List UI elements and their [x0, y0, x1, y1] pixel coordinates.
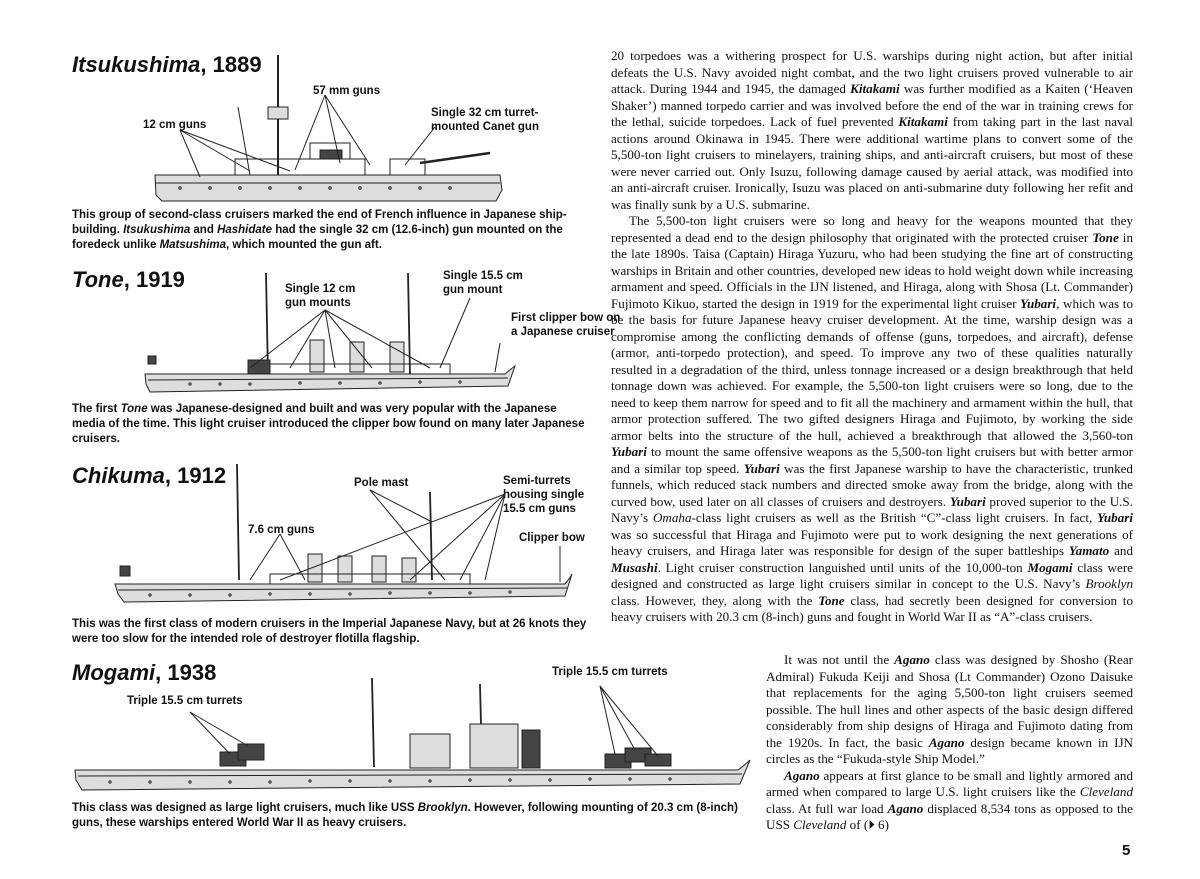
body-column-continued: [766, 652, 1133, 834]
label-57mm-guns: 57 mm guns: [313, 85, 381, 97]
body-paragraph: 20 torpedoes was a withering prospect for U.S. warships during night action, but after initial defeats the U.S. Navy avoided night combat, and the two light cruisers proved vulnerable to air attack. During 1944 and 1945, the damaged Kitakami was further modified as a Kaiten (‘Heaven Shaker’) manned torpedo carrier and was involved before the end of the war in training crews for the lethal, suicide torpedoes. Lack of fuel prevented Kitakami from taking part in the last naval actions around Okinawa in 1945. There were additional wartime plans to convert some of the 5,500-ton light cruisers to minelayers, training ships, and anti-aircraft cruisers, but most of these were never carried out. Only Isuzu, following damage caused by aerial attack, was modified into an anti-aircraft cruiser. Ironically, Isuzu was placed on anti-submarine duty following her refit and was finally sunk by a U.S. submarine.: [611, 48, 1133, 212]
ship-title-tone: Tone, 1919: [72, 267, 185, 292]
body-paragraph: Agano appears at first glance to be small and lightly armored and armed when compared to large U.S. light cruisers like the Cleveland class. At full war load Agano displaced 8,534 tons as opposed to the USS Cleveland of (⏵ 6): [766, 767, 1133, 832]
label-12cm-guns: 12 cm guns: [143, 119, 207, 131]
label-clipper-1: First clipper bow on: [511, 312, 621, 324]
label-single-12cm-1: Single 12 cm: [285, 283, 356, 295]
label-pole-mast: Pole mast: [354, 477, 409, 489]
label-semi-turrets-1: Semi-turrets: [503, 475, 571, 487]
caption-chikuma: This was the first class of modern cruisers in the Imperial Japanese Navy, but at 26 knots they were too slow for the intended role of destroyer flotilla flagship.: [72, 618, 587, 645]
label-76mm-guns: 7.6 cm guns: [248, 524, 315, 536]
tone-drawing: [140, 268, 520, 400]
itsukushima-drawing: [140, 55, 540, 205]
label-15cm-1: Single 15.5 cm: [443, 270, 523, 282]
label-clipper-bow: Clipper bow: [519, 532, 585, 544]
label-semi-turrets-2: housing single: [503, 489, 585, 501]
label-semi-turrets-3: 15.5 cm guns: [503, 503, 576, 515]
chikuma-drawing: [110, 462, 580, 612]
ship-title-mogami: Mogami, 1938: [72, 660, 217, 685]
body-paragraph: It was not until the Agano class was designed by Shosho (Rear Admiral) Fukuda Keiji and Shosa (Lt Commander) Ozono Daisuke that replacements for the aging 5,500-ton light cruisers seemed possible. The hull lines and other aspects of the basic design differed considerably from ship designs of Hiraga and Fujimoto dating from the 1920s. In fact, the basic Agano design became known in IJN circles as the “Fukuda-style Ship Model.”: [766, 652, 1133, 766]
label-15cm-2: gun mount: [443, 284, 503, 296]
label-single-12cm-2: gun mounts: [285, 297, 351, 309]
label-clipper-2: a Japanese cruiser: [511, 326, 615, 338]
label-triple-turrets-aft: Triple 15.5 cm turrets: [127, 695, 243, 707]
label-triple-turrets-fwd: Triple 15.5 cm turrets: [552, 666, 668, 678]
caption-itsukushima: This group of second-class cruisers marked the end of French influence in Japanese ship-building. Itsukushima and Hashidate had the single 32 cm (12.6-inch) gun mounted on the foredeck unlike Matsushima, which mounted the gun aft.: [72, 209, 567, 251]
mogami-drawing: [70, 672, 760, 797]
body-paragraph: The 5,500-ton light cruisers were so long and heavy for the weapons mounted that they represented a dead end to the design philosophy that originated with the protected cruiser Tone in the late 1890s. Taisa (Captain) Hiraga Yuzuru, who had been studying the fine art of constructing warships in Britain and other countries, developed new ideas to hold weight down while increasing armament and speed. Officials in the IJN listened, and Hiraga, along with Shosa (Lt. Commander) Fujimoto Kikuo, started the design in 1919 for the experimental light cruiser Yubari, which was to be the basis for future Japanese heavy cruiser development. At the time, warship design was a compromise among the conflicting demands of offense (guns, torpedoes, and aircraft), defense (armor, anti-torpedo protection), and speed. To improve any two of these qualities naturally resulted in a degradation of the third, unless tonnage increased or a design breakthrough that held tonnage down was achieved. For example, the 5,500-ton light cruisers were so long, due to the need to keep them narrow for speed and to fit all the machinery and armament within the hull, that armor protection suffered. The two gifted designers Hiraga and Fujimoto, by working the side armor belts into the structure of the hull, achieved a breakthrough that allowed the 3,560-ton Yubari to mount the same offensive weapons as the 5,500-ton light cruisers but with better armor and a similar top speed. Yubari was the first Japanese warship to have the characteristic, trunked funnels, which reduced stack numbers and directed smoke away from the bridge, along with the curved bow, used later on all classes of cruisers and destroyers. Yubari proved superior to the U.S. Navy’s Omaha-class light cruisers as well as the British “C”-class light cruisers. In fact, Yubari was so successful that Hiraga and Fujimoto were put to work designing the next generations of heavy cruisers, and Hiraga later was responsible for design of the super battleships Yamato and Musashi. Light cruiser construction languished until units of the 10,000-ton Mogami class were designed and constructed as large light cruisers similar in concept to the U.S. Navy’s Brooklyn class. However, they, along with the Tone class, had secretly been designed for conversion to heavy cruisers with 20.3 cm (8-inch) guns and fought in World War II as “A”-class cruisers.: [611, 213, 1133, 624]
body-column: [611, 48, 1133, 626]
label-32cm-gun-2: mounted Canet gun: [431, 121, 539, 133]
page-number: 5: [1122, 842, 1131, 859]
ship-title-itsukushima: Itsukushima, 1889: [72, 52, 262, 77]
caption-tone: The first Tone was Japanese-designed and built and was very popular with the Japanese media of the time. This light cruiser introduced the clipper bow found on many later Japanese cruisers.: [72, 403, 585, 445]
caption-mogami: This class was designed as large light cruisers, much like USS Brooklyn. However, following mounting of 20.3 cm (8-inch) guns, these warships entered World War II as heavy cruisers.: [72, 802, 738, 829]
label-32cm-gun-1: Single 32 cm turret-: [431, 107, 539, 119]
ship-title-chikuma: Chikuma, 1912: [72, 463, 227, 488]
